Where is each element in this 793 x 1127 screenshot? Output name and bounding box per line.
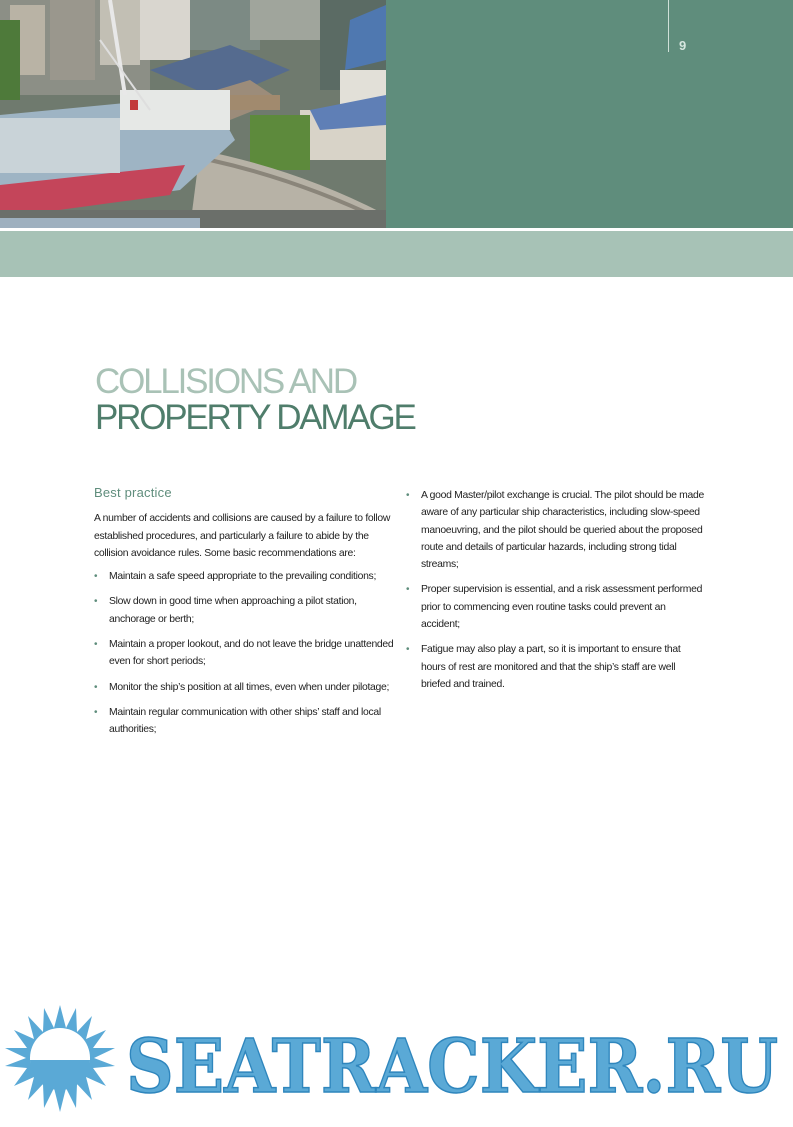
list-item (94, 704, 394, 739)
header-sub-band (0, 231, 793, 277)
list-item-text: Maintain a proper lookout, and do not leave the bridge unattended even for short periods; (109, 639, 394, 668)
intro-paragraph: A number of accidents and collisions are caused by a failure to follow established procedures, and particularly a failure to abide by the collision avoidance rules. Some basic recommendations are: (94, 513, 391, 559)
bullet-icon: • (94, 681, 98, 693)
list-item-text: Monitor the ship’s position at all times, even when under pilotage; (109, 681, 390, 693)
title-line-1: COLLISIONS AND (95, 362, 356, 401)
right-column (406, 487, 706, 701)
list-item-text: Fatigue may also play a part, so it is important to ensure that hours of rest are monitored and that the ship’s staff are well briefed and trained. (421, 644, 681, 690)
list-item-text: Maintain a safe speed appropriate to the prevailing conditions; (109, 571, 377, 583)
list-item (406, 487, 706, 573)
list-item (94, 593, 394, 628)
watermark (0, 1000, 793, 1122)
page-title (95, 364, 415, 436)
left-column (94, 484, 394, 747)
title-line-2: PROPERTY DAMAGE (95, 398, 415, 437)
header-color-band (386, 0, 793, 228)
bullet-icon: • (94, 706, 98, 718)
section-heading: Best practice (94, 485, 172, 500)
left-bullet-list (94, 568, 394, 738)
list-item (406, 581, 706, 633)
bullet-icon: • (406, 490, 410, 501)
list-item-text: Proper supervision is essential, and a risk assessment performed prior to commencing even routine tasks could prevent an accident; (421, 584, 703, 631)
page-number: 9 (679, 38, 687, 53)
list-item-text: Maintain regular communication with other ships’ staff and local authorities; (109, 706, 381, 736)
list-item-text: A good Master/pilot exchange is crucial. The pilot should be made aware of any particular ship characteristics, including slow-speed manoeuvring, and the pilot should be queried about the proposed route and details of particular hazards, including strong tidal streams; (421, 490, 704, 571)
list-item-text: Slow down in good time when approaching a pilot station, anchorage or berth; (109, 596, 357, 625)
header-photo-stranded-ship (0, 0, 386, 228)
bullet-icon: • (94, 639, 98, 651)
list-item (94, 636, 394, 671)
bullet-icon: • (406, 644, 410, 656)
list-item (406, 641, 706, 693)
bullet-icon: • (94, 571, 98, 583)
page-number-divider (668, 0, 669, 52)
bullet-icon: • (94, 596, 98, 608)
bullet-icon: • (406, 584, 410, 596)
watermark-text: SEATRACKER.RU (126, 1024, 778, 1110)
list-item (94, 568, 394, 585)
right-bullet-list (406, 487, 706, 693)
sun-logo-icon (5, 1005, 115, 1112)
list-item (94, 679, 394, 696)
